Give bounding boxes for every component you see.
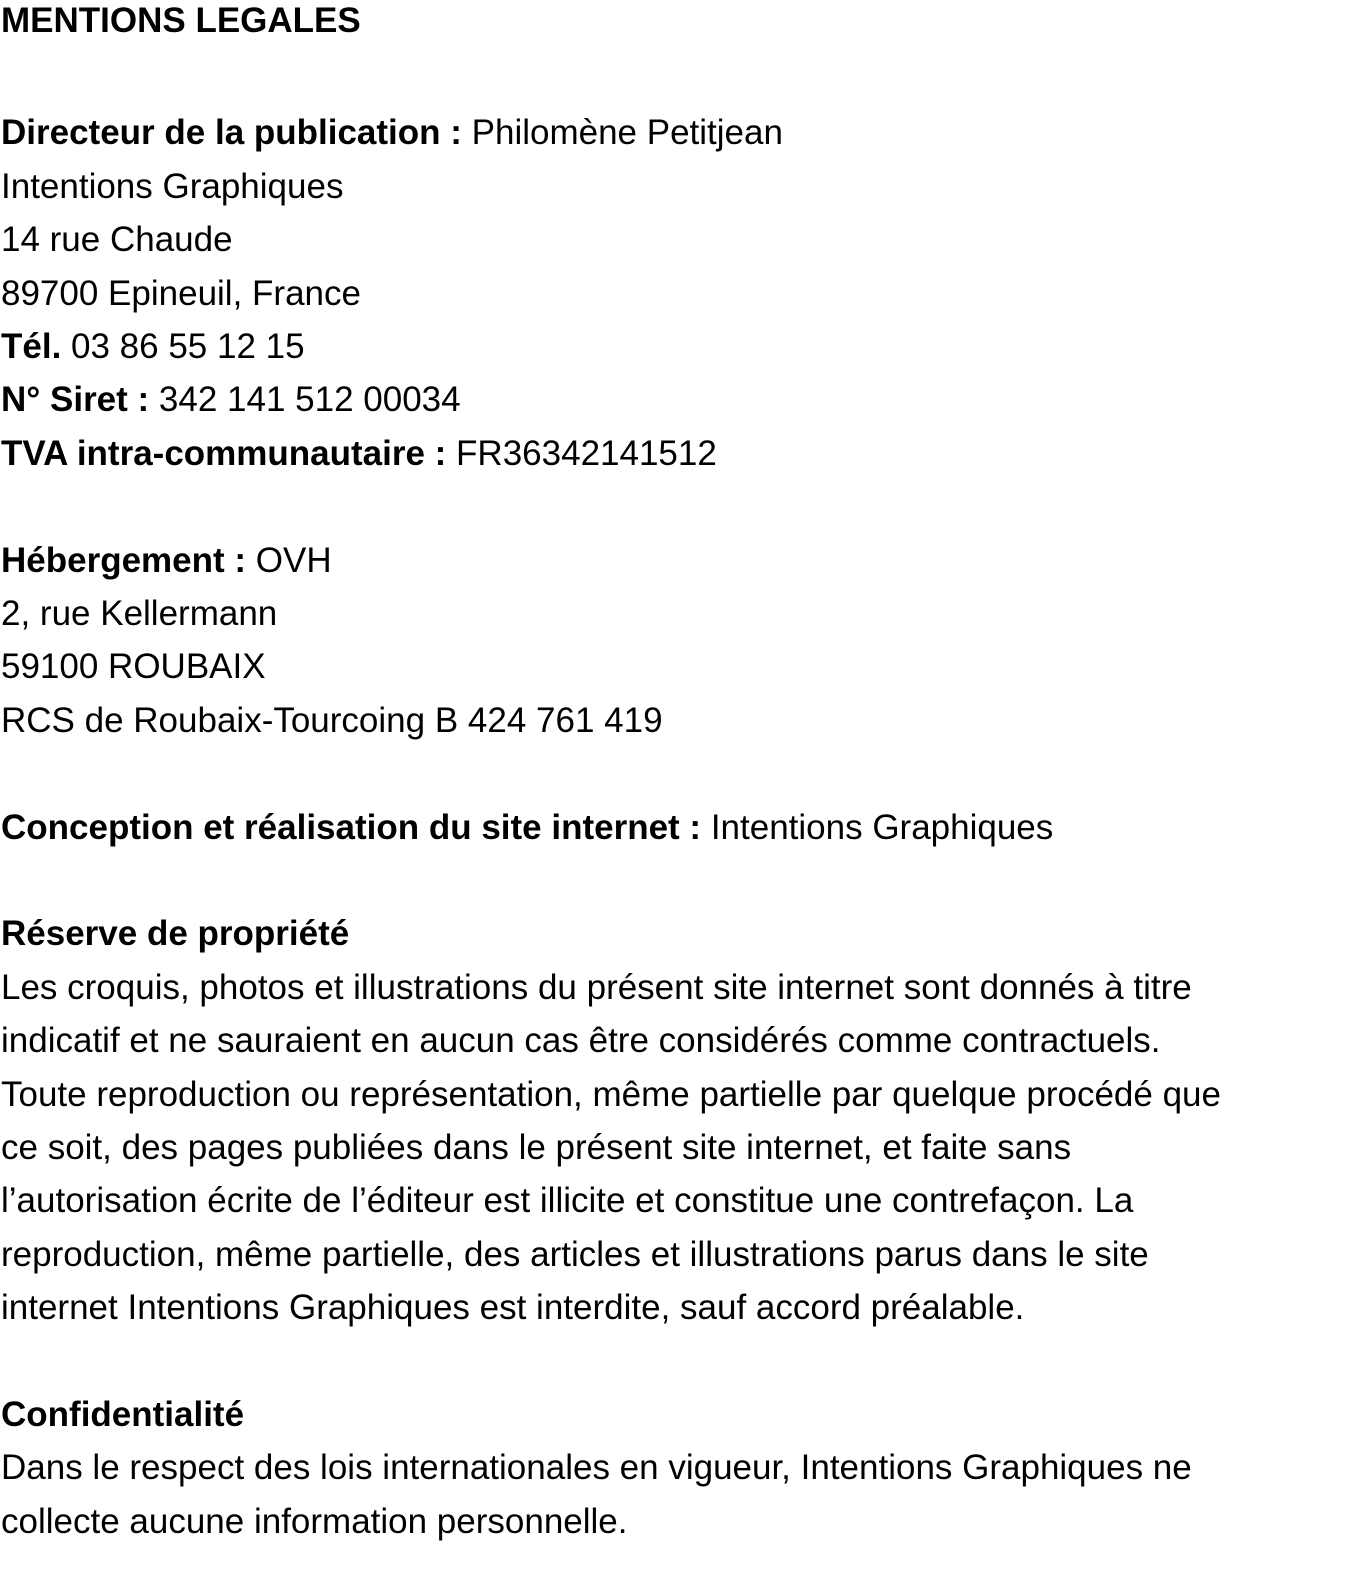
property-text-line: reproduction, même partielle, des articles et illustrations parus dans le site [1, 1234, 1149, 1274]
company-street: 14 rue Chaude [1, 220, 233, 260]
privacy-heading: Confidentialité [1, 1395, 245, 1435]
design-value: Intentions Graphiques [701, 807, 1054, 847]
spacer [1, 53, 1353, 106]
privacy-section [1, 1388, 1353, 1548]
spacer [1, 747, 1353, 800]
siret-line [1, 373, 1353, 426]
company-city: 89700 Epineuil, France [1, 273, 361, 313]
privacy-text-line: Dans le respect des lois internationales en vigueur, Intentions Graphiques ne [1, 1448, 1192, 1488]
page-title: MENTIONS LEGALES [1, 1, 361, 40]
property-text-line: l’autorisation écrite de l’éditeur est illicite et constitue une contrefaçon. La [1, 1181, 1134, 1221]
phone-line [1, 320, 1353, 373]
property-text-line: Les croquis, photos et illustrations du présent site internet sont donnés à titre [1, 967, 1192, 1007]
hosting-rcs: RCS de Roubaix-Tourcoing B 424 761 419 [1, 700, 663, 740]
director-value: Philomène Petitjean [461, 113, 783, 153]
publisher-section [1, 106, 1353, 480]
phone-label: Tél. [1, 327, 62, 367]
phone-value: 03 86 55 12 15 [61, 327, 305, 367]
vat-line [1, 427, 1353, 480]
property-text-line: ce soit, des pages publiées dans le présent site internet, et faite sans [1, 1128, 1072, 1168]
hosting-value: OVH [246, 540, 332, 580]
company-name: Intentions Graphiques [1, 166, 344, 206]
vat-value: FR36342141512 [446, 433, 717, 473]
hosting-section [1, 534, 1353, 748]
property-text-line: internet Intentions Graphiques est interdite, sauf accord préalable. [1, 1288, 1025, 1328]
hosting-city: 59100 ROUBAIX [1, 647, 266, 687]
privacy-text-line: collecte aucune information personnelle. [1, 1501, 628, 1541]
property-text-line: Toute reproduction ou représentation, même partielle par quelque procédé que [1, 1074, 1221, 1114]
spacer [1, 480, 1353, 533]
director-line [1, 106, 1353, 159]
hosting-label: Hébergement : [1, 540, 247, 580]
property-section [1, 907, 1353, 1334]
design-label: Conception et réalisation du site internet : [1, 807, 702, 847]
siret-label: N° Siret : [1, 380, 150, 420]
design-section [1, 801, 1353, 854]
spacer [1, 1335, 1353, 1388]
hosting-street: 2, rue Kellermann [1, 594, 278, 634]
siret-value: 342 141 512 00034 [149, 380, 461, 420]
property-heading: Réserve de propriété [1, 914, 350, 954]
vat-label: TVA intra-communautaire : [1, 433, 447, 473]
design-line [1, 801, 1353, 854]
property-text-line: indicatif et ne sauraient en aucun cas être considérés comme contractuels. [1, 1021, 1161, 1061]
spacer [1, 854, 1353, 907]
director-label: Directeur de la publication : [1, 113, 462, 153]
hosting-line [1, 534, 1353, 587]
